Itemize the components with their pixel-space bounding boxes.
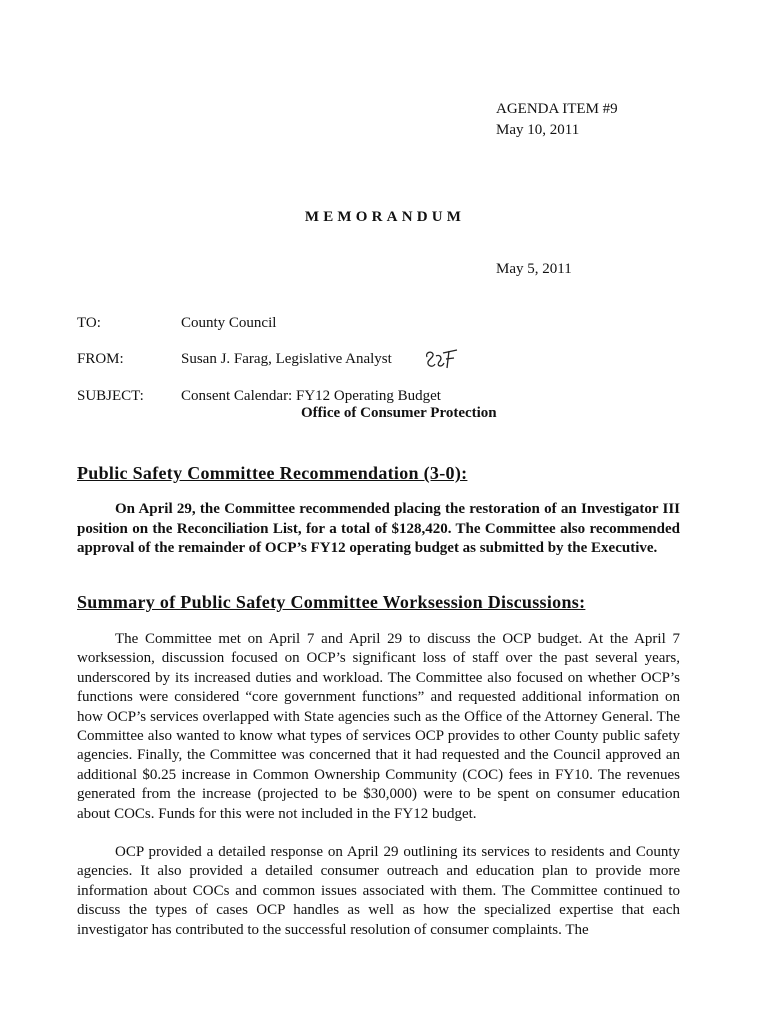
to-value: County Council	[181, 315, 277, 331]
summary-paragraph-1: The Committee met on April 7 and April 29 to discuss the OCP budget. At the April 7 worksession, discussion focused on OCP’s significant loss of staff over the past several years, underscored by its increased duties and workload. The Committee also focused on whether OCP’s functions were considered “core government functions” and requested additional information on how OCP’s services overlapped with State agencies such as the Office of the Attorney General. The Committee also wanted to know what types of services OCP provides to other County public safety agencies. Finally, the Committee was concerned that it had requested and the Council approved an additional $0.25 increase in Common Ownership Community (COC) fees in FY10. The revenues generated from the increase (projected to be $30,000) were to be spent on consumer education about COCs. Funds for this were not included in the FY12 budget.	[77, 631, 680, 822]
agenda-block	[496, 99, 618, 141]
agenda-date: May 10, 2011	[496, 122, 580, 138]
summary-paragraph-2: OCP provided a detailed response on April 29 outlining its services to residents and County agencies. It also provided a detailed consumer outreach and education plan to provide more information about COCs and common issues associated with them. The Committee continued to discuss the types of cases OCP handles as well as how the specialized expertise that each investigator has contributed to the successful resolution of consumer complaints. The	[77, 844, 680, 938]
subject-line-2: Office of Consumer Protection	[301, 405, 497, 421]
agenda-item: AGENDA ITEM #9	[496, 101, 618, 117]
subject-label: SUBJECT:	[77, 388, 144, 404]
to-label: TO:	[77, 315, 101, 331]
from-value: Susan J. Farag, Legislative Analyst	[181, 351, 392, 367]
subject-value: Consent Calendar: FY12 Operating Budget	[181, 388, 441, 404]
recommendation-paragraph: On April 29, the Committee recommended placing the restoration of an Investigator III position on the Reconciliation List, for a total of $128,420. The Committee also recommended approval of the remainder of OCP’s FY12 operating budget as submitted by the Executive.	[77, 501, 680, 557]
handwritten-initials	[423, 347, 461, 371]
recommendation-heading: Public Safety Committee Recommendation (3-0):	[77, 463, 468, 483]
memo-date: May 5, 2011	[496, 261, 572, 277]
memo-title: MEMORANDUM	[304, 209, 466, 225]
from-label: FROM:	[77, 351, 124, 367]
summary-heading: Summary of Public Safety Committee Worksession Discussions:	[77, 592, 586, 612]
